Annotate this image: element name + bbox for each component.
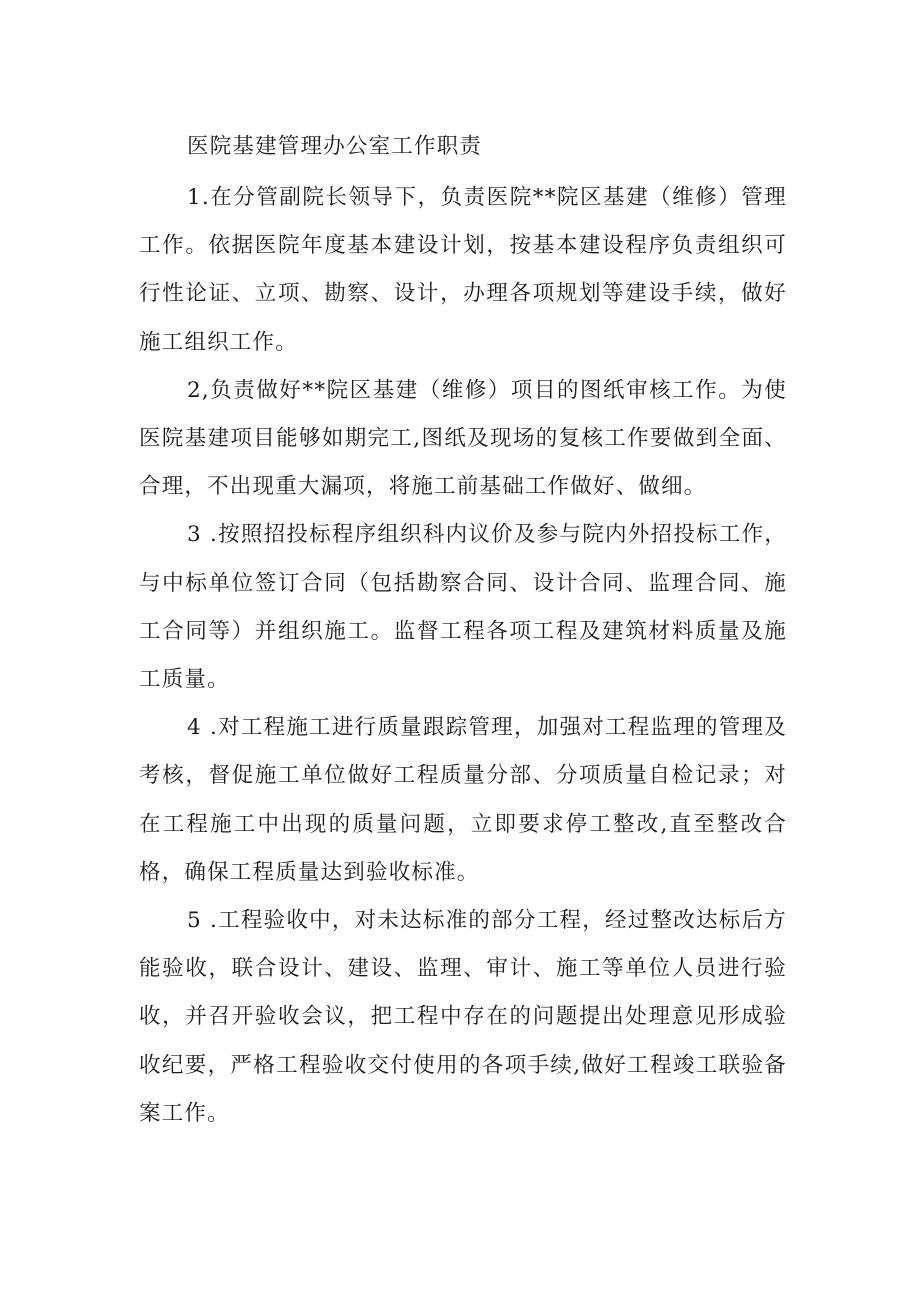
document-title: 医院基建管理办公室工作职责 xyxy=(187,134,483,159)
duty-paragraph-5: 5 .工程验收中，对未达标准的部分工程，经过整改达标后方能验收，联合设计、建设、监理、审计、施工等单位人员进行验收，并召开验收会议，把工程中存在的问题提出处理意见形成验收纪要，严格工程验收交付使用的各项手续,做好工程竣工联验备案工作。 xyxy=(139,908,787,1126)
duty-paragraph-3: 3 .按照招投标程序组织科内议价及参与院内外招投标工作，与中标单位签订合同（包括勘察合同、设计合同、监理合同、施工合同等）并组织施工。监督工程各项工程及建筑材料质量及施工质量。 xyxy=(139,522,787,693)
duty-paragraph-4: 4 .对工程施工进行质量跟踪管理，加强对工程监理的管理及考核，督促施工单位做好工程质量分部、分项质量自检记录；对在工程施工中出现的质量问题，立即要求停工整改,直至整改合格，确保工程质量达到验收标准。 xyxy=(139,715,787,885)
duty-paragraph-2: 2,负责做好**院区基建（维修）项目的图纸审核工作。为使医院基建项目能够如期完工,图纸及现场的复核工作要做到全面、合理，不出现重大漏项，将施工前基础工作做好、做细。 xyxy=(139,377,787,500)
document-body xyxy=(139,128,787,1138)
duty-paragraph-1: 1.在分管副院长领导下，负责医院**院区基建（维修）管理工作。依据医院年度基本建设计划，按基本建设程序负责组织可行性论证、立项、勘察、设计，办理各项规划等建设手续，做好施工组织工作。 xyxy=(139,185,787,355)
